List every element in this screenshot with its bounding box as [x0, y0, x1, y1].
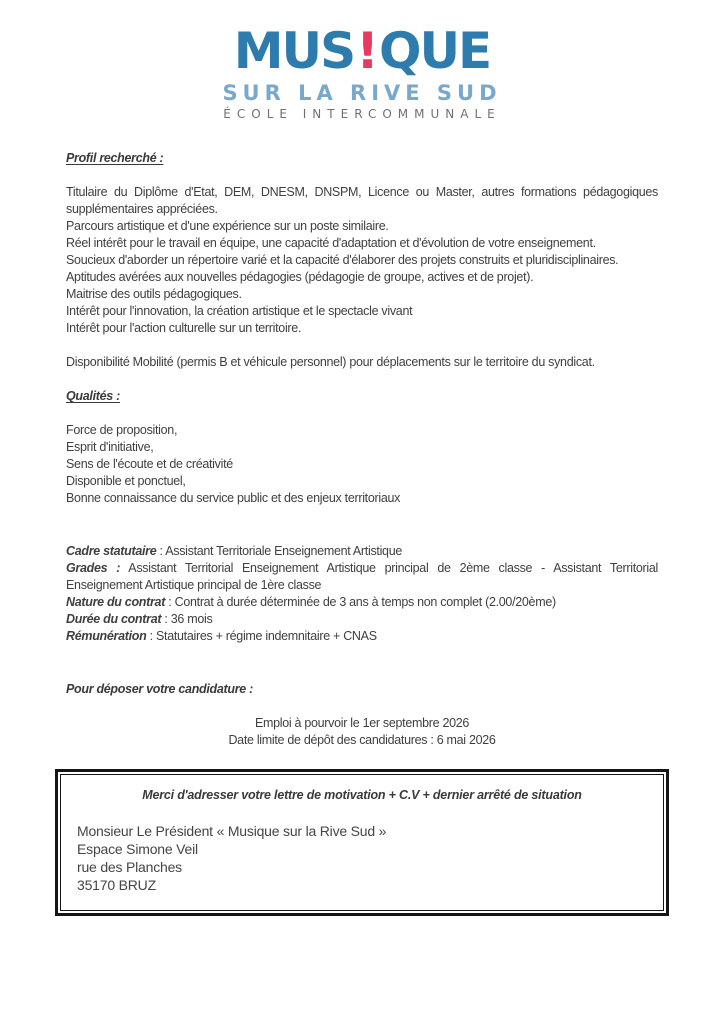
- profil-paragraph: Parcours artistique et d'une expérience sur un poste similaire.: [66, 219, 389, 233]
- address-line-recipient: Monsieur Le Président « Musique sur la Rive Sud »: [77, 823, 387, 839]
- logo-subtitle: SUR LA RIVE SUD: [222, 81, 502, 105]
- contract-label: Durée du contrat: [66, 612, 162, 626]
- document-body: [66, 150, 658, 749]
- contract-value: Assistant Territorial Enseignement Artistique principal de 2ème classe - Assistant Territorial Enseignement Artistique principal de 1ère classe: [66, 561, 658, 592]
- address-line-city: 35170 BRUZ: [77, 877, 156, 893]
- mobility-paragraph: Disponibilité Mobilité (permis B et véhicule personnel) pour déplacements sur le territoire du syndicat.: [66, 355, 595, 369]
- contract-value: 36 mois: [170, 612, 213, 626]
- profil-paragraph: Intérêt pour l'action culturelle sur un territoire.: [66, 321, 302, 335]
- logo-text-que: QUE: [378, 22, 491, 80]
- application-deadline-line: Date limite de dépôt des candidatures : 6 mai 2026: [228, 733, 496, 747]
- logo-tagline: ÉCOLE INTERCOMMUNALE: [223, 107, 501, 121]
- logo-wordmark: [0, 24, 724, 79]
- logo: [0, 0, 724, 120]
- contract-row: [66, 543, 658, 560]
- section-heading-qualites: Qualités :: [66, 389, 120, 403]
- profil-paragraph: Titulaire du Diplôme d'Etat, DEM, DNESM, DNSPM, Licence ou Master, autres formations pédagogiques supplémentaires appréciées.: [66, 185, 658, 216]
- logo-exclamation-icon: !: [356, 22, 377, 80]
- qualite-item: Bonne connaissance du service public et des enjeux territoriaux: [66, 491, 401, 505]
- contract-value: Assistant Territoriale Enseignement Artistique: [165, 544, 403, 558]
- qualite-item: Disponible et ponctuel,: [66, 474, 186, 488]
- contract-label: Rémunération: [66, 629, 147, 643]
- section-heading-profil: Profil recherché :: [66, 151, 164, 165]
- contract-row: [66, 560, 658, 594]
- section-heading-candidature: Pour déposer votre candidature :: [66, 682, 253, 696]
- postal-address: [77, 822, 647, 894]
- contract-row: [66, 594, 658, 611]
- contract-label: Cadre statutaire: [66, 544, 157, 558]
- qualite-item: Force de proposition,: [66, 423, 178, 437]
- profil-paragraph: Réel intérêt pour le travail en équipe, une capacité d'adaptation et d'évolution de votre enseignement.: [66, 236, 596, 250]
- box-title: Merci d'adresser votre lettre de motivation + C.V + dernier arrêté de situation: [142, 788, 582, 802]
- profil-paragraph: Aptitudes avérées aux nouvelles pédagogies (pédagogie de groupe, actives et de projet).: [66, 270, 534, 284]
- contract-separator: :: [156, 544, 166, 558]
- contract-separator: :: [146, 629, 156, 643]
- contract-separator: :: [165, 595, 175, 609]
- contract-separator: :: [161, 612, 171, 626]
- qualite-item: Esprit d'initiative,: [66, 440, 154, 454]
- profil-paragraph: Intérêt pour l'innovation, la création artistique et le spectacle vivant: [66, 304, 413, 318]
- contract-value: Statutaires + régime indemnitaire + CNAS: [155, 629, 377, 643]
- contract-label: Nature du contrat: [66, 595, 166, 609]
- profil-paragraph: Maitrise des outils pédagogiques.: [66, 287, 242, 301]
- application-address-box: [55, 769, 669, 916]
- profil-paragraph: Soucieux d'aborder un répertoire varié et la capacité d'élaborer des projets construits et pluridisciplinaires.: [66, 253, 619, 267]
- contract-row: [66, 628, 658, 645]
- application-address-box-inner: [60, 774, 664, 911]
- qualite-item: Sens de l'écoute et de créativité: [66, 457, 233, 471]
- contract-value: Contrat à durée déterminée de 3 ans à temps non complet (2.00/20ème): [174, 595, 556, 609]
- address-line-street: rue des Planches: [77, 859, 182, 875]
- contract-label: Grades :: [66, 561, 121, 575]
- address-line-building: Espace Simone Veil: [77, 841, 198, 857]
- contract-row: [66, 611, 658, 628]
- job-start-date-line: Emploi à pourvoir le 1er septembre 2026: [254, 716, 470, 730]
- logo-text-mus: MUS: [233, 22, 355, 80]
